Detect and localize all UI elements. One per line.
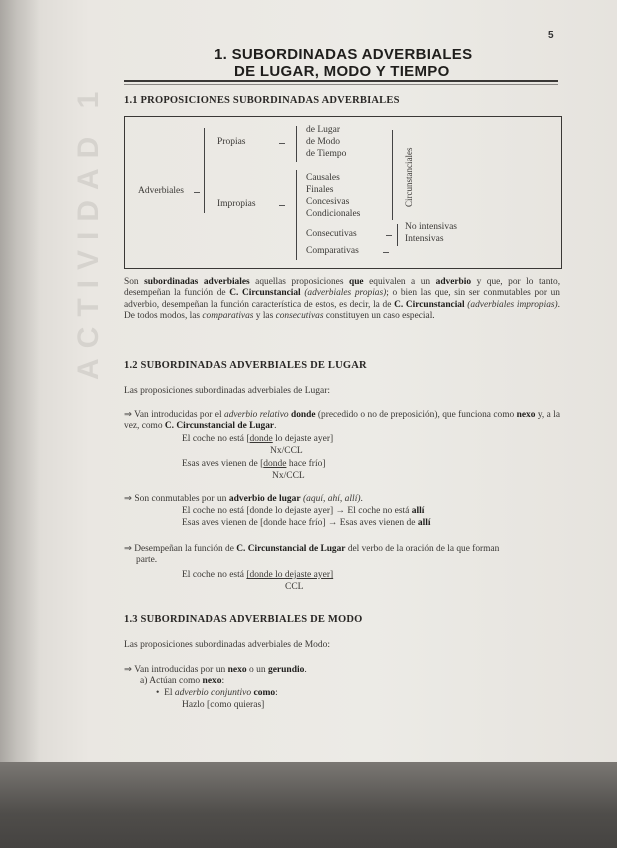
section2-bullet3: ⇒ Desempeñan la función de C. Circunstancial de Lugar del verbo de la oración de la que forman parte. xyxy=(124,544,500,566)
example-4: Esas aves vienen de [donde hace frío] → Esas aves vienen de allí xyxy=(182,518,431,528)
diagram-root: Adverbiales xyxy=(138,186,184,196)
diagram-impropias: Impropias xyxy=(217,199,256,209)
example-2: Esas aves vienen de [donde hace frío] xyxy=(182,459,326,469)
section1-heading: 1.1 PROPOSICIONES SUBORDINADAS ADVERBIALES xyxy=(124,95,400,106)
section1-paragraph: Son subordinadas adverbiales aquellas proposiciones que equivalen a un adverbio y que, por lo tanto, desempeñan la función de C. Circunstancial (adverbiales propias); o bien las que, sin ser conmutables por un adverbio, desempeñan la función característica de estos, es decir, la de C. Circunstancial (adverbiales impropias). De todos modos, las comparativas y las consecutivas constituyen un caso especial. xyxy=(124,277,561,321)
section3-bullet-item: • El adverbio conjuntivo como: xyxy=(156,688,278,698)
page-fold-shadow xyxy=(0,0,40,762)
title-line1: 1. SUBORDINADAS ADVERBIALES xyxy=(214,46,473,63)
propias-item: de Tiempo xyxy=(306,149,347,159)
title-line2: DE LUGAR, MODO Y TIEMPO xyxy=(234,63,450,80)
impropias-comparativas: Comparativas xyxy=(306,246,359,256)
impropias-item: Condicionales xyxy=(306,209,361,219)
consec-type: No intensivas xyxy=(405,222,457,232)
propias-item: de Modo xyxy=(306,137,341,147)
section3-bullet1: ⇒ Van introducidas por un nexo o un gerundio. xyxy=(124,665,307,675)
consec-type: Intensivas xyxy=(405,234,444,244)
section2-heading: 1.2 SUBORDINADAS ADVERBIALES DE LUGAR xyxy=(124,360,367,371)
impropias-consecutivas: Consecutivas xyxy=(306,229,357,239)
section3-heading: 1.3 SUBORDINADAS ADVERBIALES DE MODO xyxy=(124,614,363,625)
scan-background xyxy=(0,762,617,848)
section2-bullet1: ⇒ Van introducidas por el adverbio relativo donde (precedido o no de preposición), que funciona como nexo y, a la vez, como C. Circunstancial de Lugar. xyxy=(124,410,561,432)
propias-item: de Lugar xyxy=(306,125,341,135)
example-3: El coche no está [donde lo dejaste ayer] → El coche no está allí xyxy=(182,506,425,516)
diagram-dash xyxy=(383,252,389,253)
section2-intro: Las proposiciones subordinadas adverbiales de Lugar: xyxy=(124,386,331,396)
diagram-brace-propias xyxy=(296,126,297,162)
section3-example: Hazlo [como quieras] xyxy=(182,700,265,710)
spine-watermark: ACTIVIDAD 1 xyxy=(72,81,105,380)
example-1-label: Nx/CCL xyxy=(270,446,303,456)
impropias-item: Concesivas xyxy=(306,197,350,207)
example-1: El coche no está [donde lo dejaste ayer] xyxy=(182,434,334,444)
title-rule-thin xyxy=(124,84,558,85)
diagram-brace-impropias xyxy=(296,170,297,260)
impropias-item: Finales xyxy=(306,185,334,195)
diagram-brace-main xyxy=(204,128,205,213)
diagram-dash xyxy=(279,143,285,144)
example-5: El coche no está [donde lo dejaste ayer] xyxy=(182,570,334,580)
section3-item-a: a) Actúan como nexo: xyxy=(140,676,225,686)
diagram-dash xyxy=(279,205,285,206)
example-5-label: CCL xyxy=(285,582,304,592)
circunstanciales-label: Circunstanciales xyxy=(404,147,414,207)
title-rule xyxy=(124,80,558,82)
section2-bullet2: ⇒ Son conmutables por un adverbio de lugar (aquí, ahí, allí). xyxy=(124,494,363,504)
diagram-dash xyxy=(386,235,392,236)
diagram-brace-circ xyxy=(392,130,393,220)
diagram-dash xyxy=(194,192,200,193)
example-2-label: Nx/CCL xyxy=(272,471,305,481)
page-number: 5 xyxy=(548,30,554,41)
diagram-propias: Propias xyxy=(217,137,246,147)
section3-intro: Las proposiciones subordinadas adverbiales de Modo: xyxy=(124,640,331,650)
diagram-brace-consec xyxy=(397,224,398,246)
impropias-item: Causales xyxy=(306,173,340,183)
